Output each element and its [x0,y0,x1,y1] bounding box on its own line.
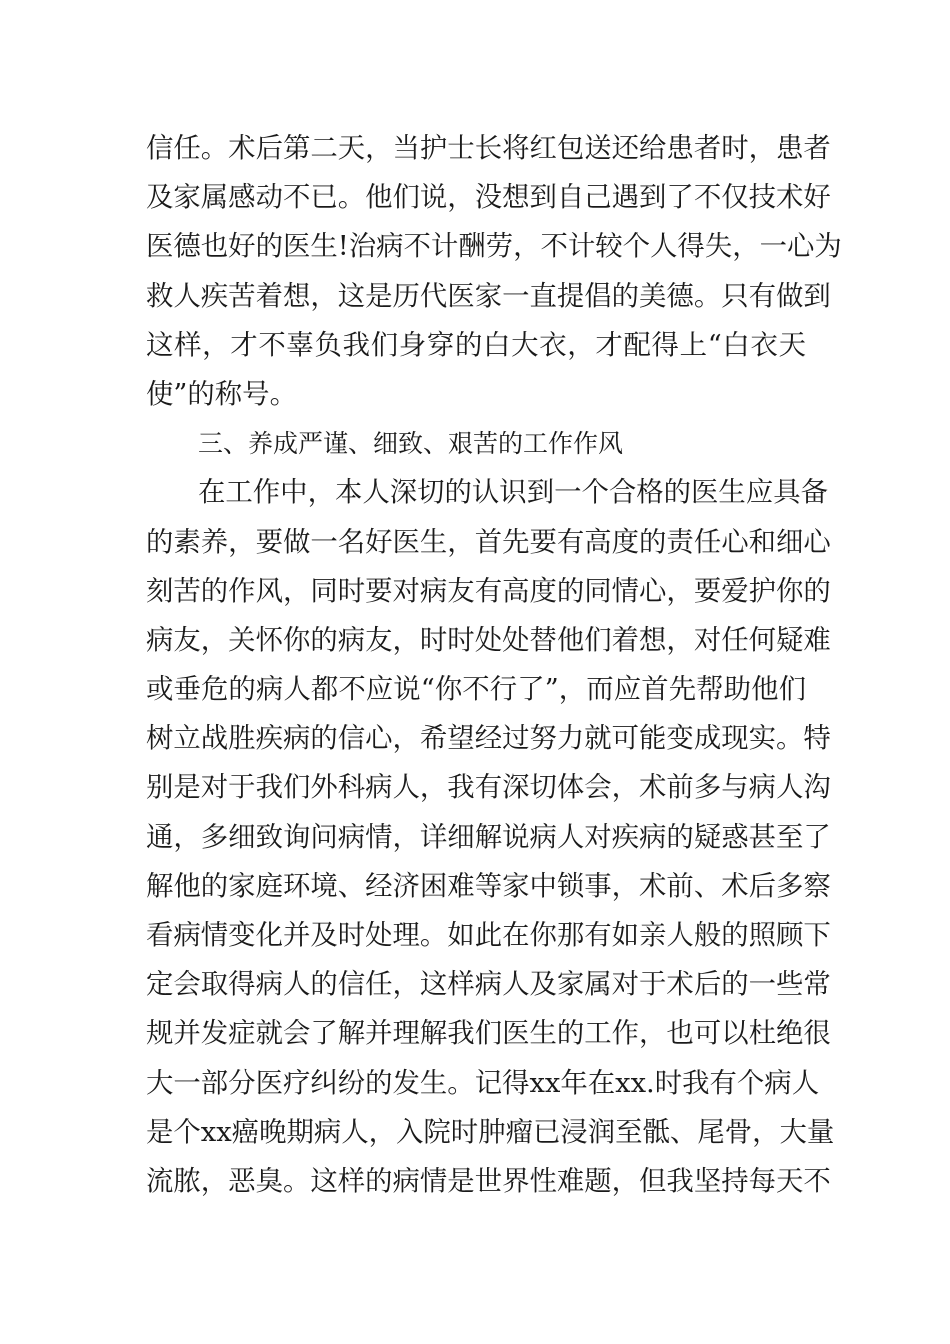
text-line-14: 别是对于我们外科病人，我有深切体会，术前多与病人沟 [146,772,831,804]
text-line-20: 大一部分医疗纠纷的发生。记得xx年在xx.时我有个病人 [146,1067,820,1099]
text-line-4: 救人疾苦着想，这是历代医家一直提倡的美德。只有做到 [146,280,831,312]
text-line-19: 规并发症就会了解并理解我们医生的工作，也可以杜绝很 [146,1018,831,1050]
text-line-12: 或垂危的病人都不应说“你不行了”，而应首先帮助他们 [146,674,806,706]
text-line-1: 信任。术后第二天，当护士长将红包送还给患者时，患者 [146,133,831,164]
text-line-18: 定会取得病人的信任，这样病人及家属对于术后的一些常 [146,969,831,1001]
text-line-9: 的素养，要做一名好医生，首先要有高度的责任心和细心 [146,526,831,558]
text-line-5: 这样，才不辜负我们身穿的白大衣，才配得上“白衣天 [146,329,806,361]
text-line-10: 刻苦的作风，同时要对病友有高度的同情心，要爱护你的 [146,575,831,607]
text-line-6: 使”的称号。 [146,378,297,410]
text-line-22: 流脓，恶臭。这样的病情是世界性难题，但我坚持每天不 [146,1165,831,1197]
text-line-3: 医德也好的医生!治病不计酬劳，不计较个人得失，一心为 [146,231,842,263]
text-line-2: 及家属感动不已。他们说，没想到自己遇到了不仅技术好 [146,182,831,214]
text-line-21: 是个xx癌晚期病人，入院时肿瘤已浸润至骶、尾骨，大量 [146,1116,835,1148]
text-line-13: 树立战胜疾病的信心，希望经过努力就可能变成现实。特 [146,723,831,755]
text-line-15: 通，多细致询问病情，详细解说病人对疾病的疑惑甚至了 [146,821,831,853]
section-heading: 三、养成严谨、细致、艰苦的工作作风 [198,429,624,459]
text-line-16: 解他的家庭环境、经济困难等家中锁事，术前、术后多察 [146,870,831,902]
text-line-11: 病友，关怀你的病友，时时处处替他们着想，对任何疑难 [146,624,831,656]
body-text [146,124,842,1206]
text-line-17: 看病情变化并及时处理。如此在你那有如亲人般的照顾下 [146,920,831,951]
text-line-8: 在工作中，本人深切的认识到一个合格的医生应具备 [198,477,828,509]
